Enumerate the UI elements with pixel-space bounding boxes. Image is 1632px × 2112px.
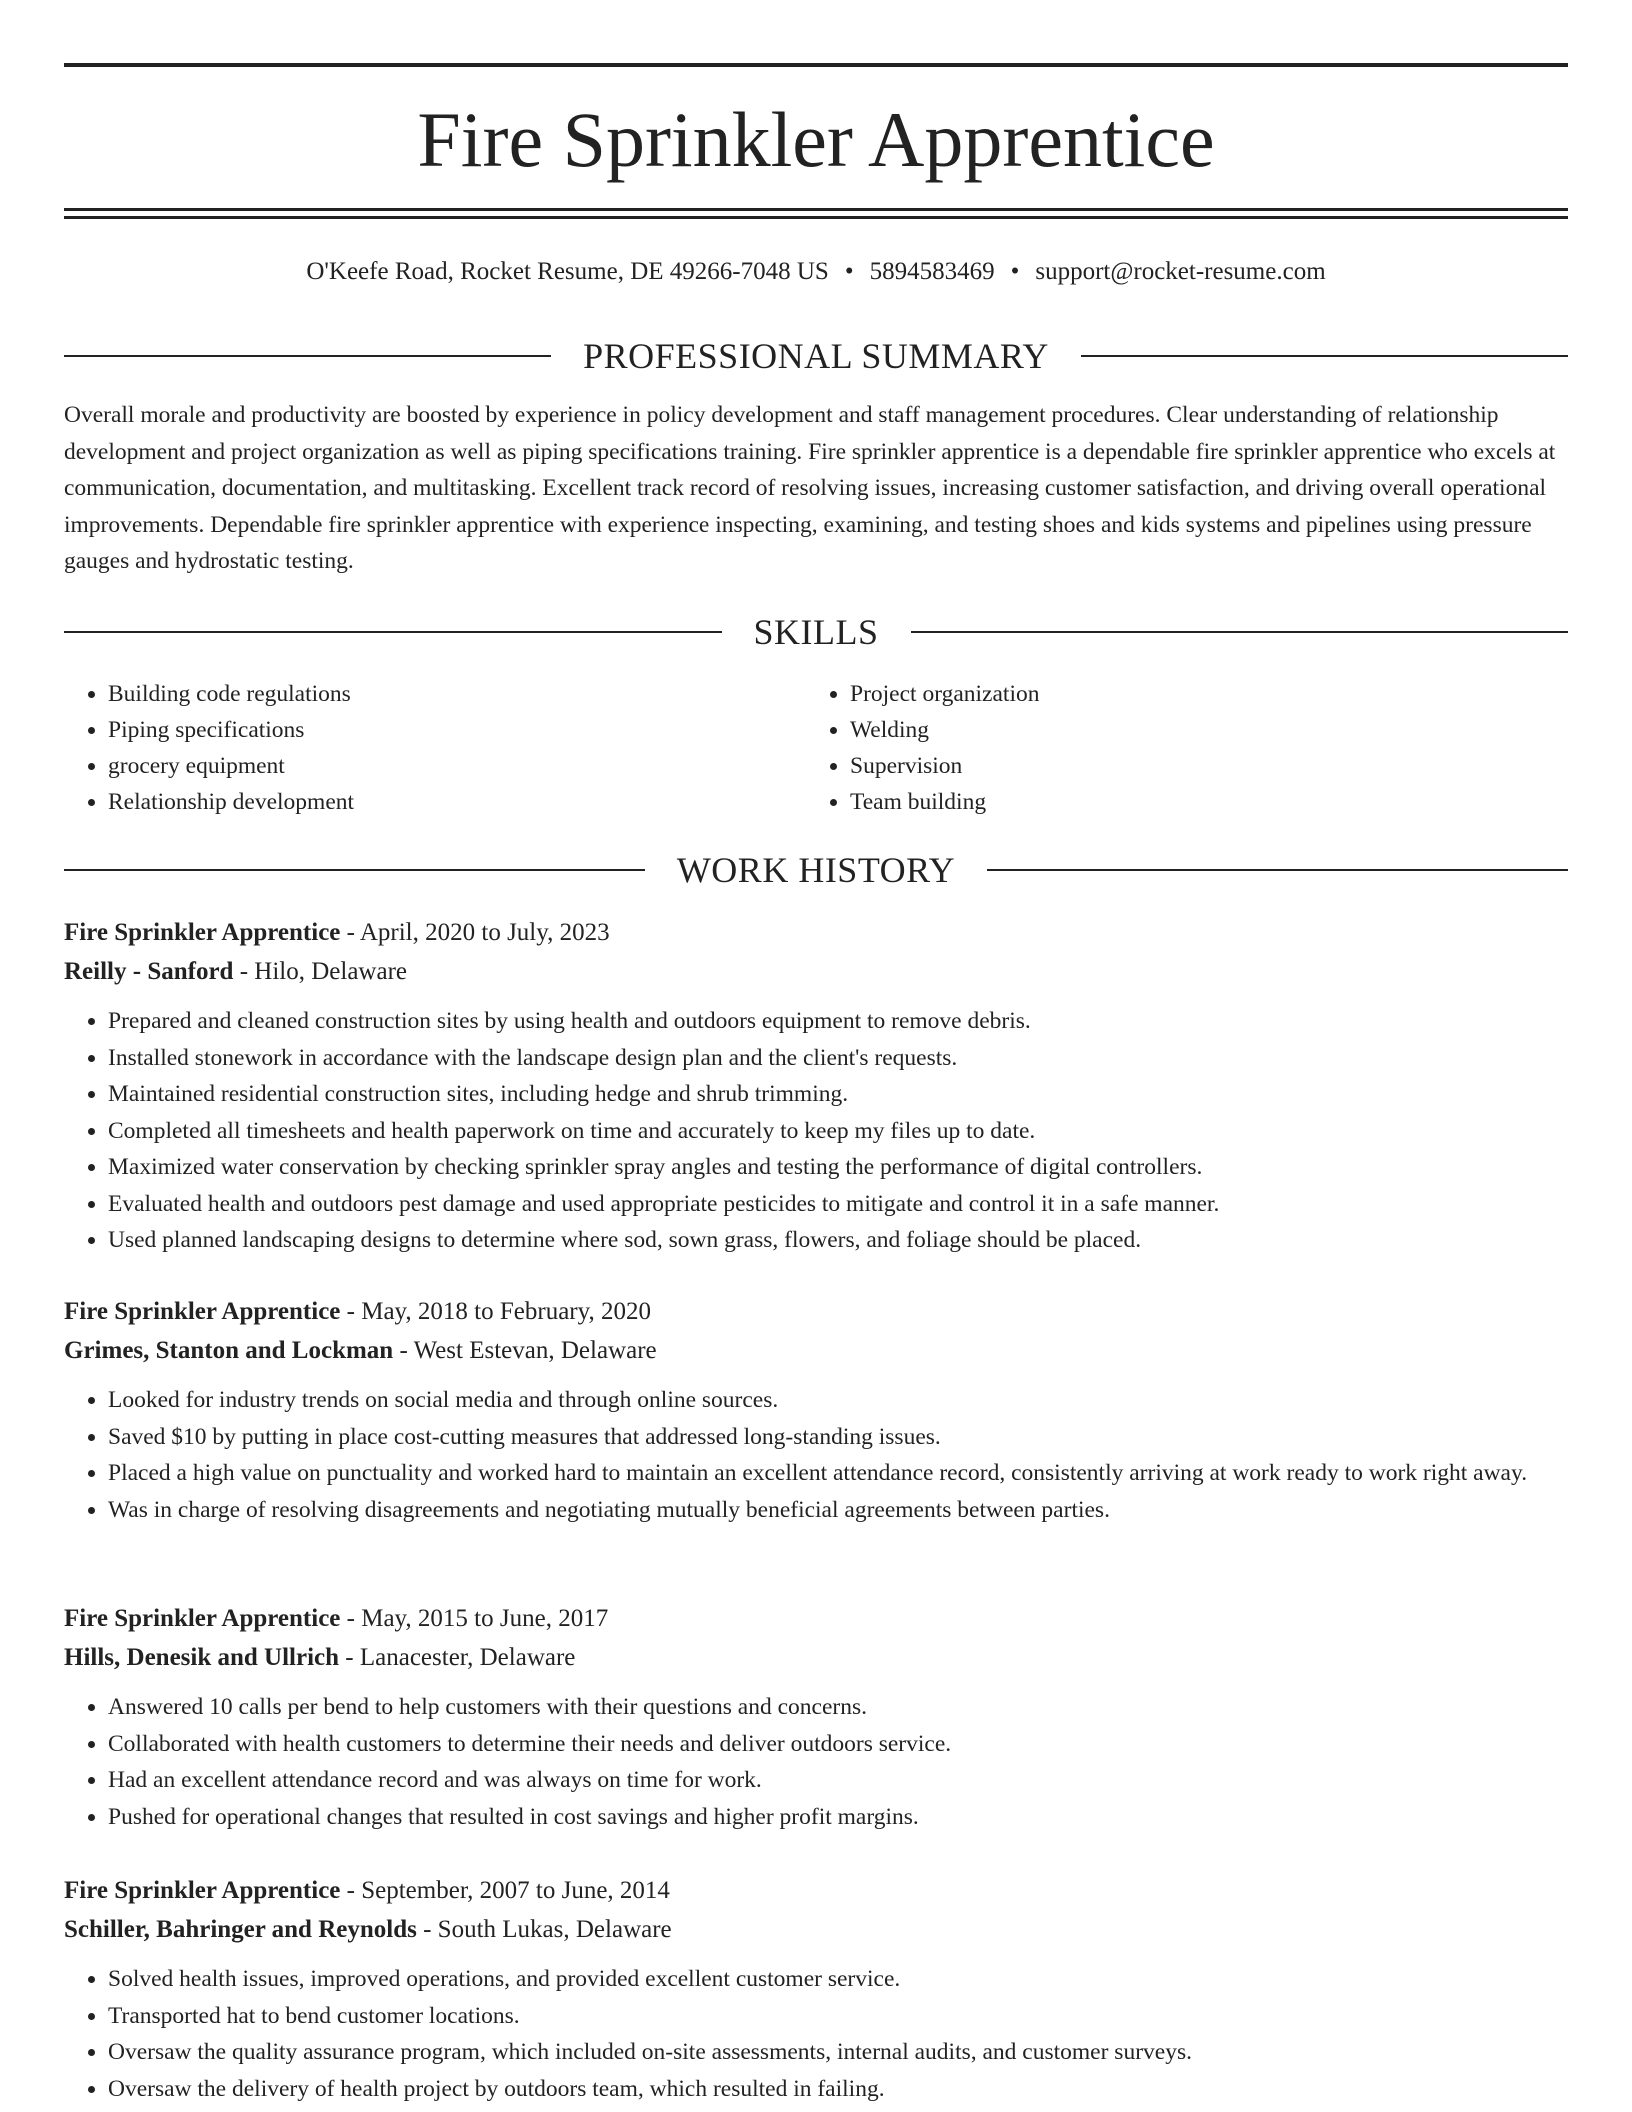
contact-line <box>64 254 1568 290</box>
job-company: Hills, Denesik and Ullrich <box>64 1644 340 1671</box>
heading-rule-right <box>987 869 1568 871</box>
skills-heading-label: SKILLS <box>753 612 879 652</box>
contact-separator: • <box>1010 258 1020 285</box>
contact-address: O'Keefe Road, Rocket Resume, DE 49266-7048 US <box>306 258 829 285</box>
job-bullet: • Transported hat to bend customer locations. <box>108 1998 1568 2035</box>
skill-item: • Relationship development <box>108 784 806 820</box>
job-company: Grimes, Stanton and Lockman <box>64 1337 394 1364</box>
summary-heading <box>64 334 1568 378</box>
job-bullet: • Maximized water conservation by checking sprinkler spray angles and testing the performance of digital controllers. <box>108 1149 1568 1186</box>
job-bullets <box>64 1382 1568 1528</box>
job-title: Fire Sprinkler Apprentice <box>64 919 341 946</box>
job-location: - South Lukas, Delaware <box>416 1916 672 1943</box>
skills-column-right <box>806 676 1548 820</box>
job-title-line <box>64 1292 1568 1331</box>
job-title-line <box>64 913 1568 952</box>
skill-item: • Supervision <box>850 748 1548 784</box>
heading-rule-right <box>911 631 1569 633</box>
job-title-line <box>64 1871 1568 1910</box>
job-entry <box>64 1292 1568 1528</box>
skill-item: • Piping specifications <box>108 712 806 748</box>
job-location: - Lanacester, Delaware <box>339 1644 576 1671</box>
job-bullet: • Completed all timesheets and health paperwork on time and accurately to keep my files up to date. <box>108 1113 1568 1150</box>
job-bullet: • Evaluated health and outdoors pest damage and used appropriate pesticides to mitigate and control it in a safe manner. <box>108 1186 1568 1223</box>
job-bullet: • Oversaw the delivery of health project by outdoors team, which resulted in failing. <box>108 2071 1568 2108</box>
contact-separator: • <box>844 258 854 285</box>
job-entry <box>64 1599 1568 1835</box>
work-history-heading-label: WORK HISTORY <box>676 850 956 890</box>
summary-heading-label: PROFESSIONAL SUMMARY <box>583 336 1049 376</box>
job-company-line <box>64 1638 1568 1677</box>
skill-item: • Project organization <box>850 676 1548 712</box>
job-dates: - May, 2015 to June, 2017 <box>340 1605 609 1632</box>
job-bullet: • Looked for industry trends on social media and through online sources. <box>108 1382 1568 1419</box>
skills-column-left <box>64 676 806 820</box>
job-bullet: • Placed a high value on punctuality and worked hard to maintain an excellent attendance record, consistently arriving at work ready to work right away. <box>108 1455 1568 1492</box>
job-title: Fire Sprinkler Apprentice <box>64 1605 341 1632</box>
skill-item: • grocery equipment <box>108 748 806 784</box>
job-bullet: • Maintained residential construction sites, including hedge and shrub trimming. <box>108 1076 1568 1113</box>
job-location: - Hilo, Delaware <box>233 958 407 985</box>
job-dates: - May, 2018 to February, 2020 <box>340 1298 652 1325</box>
job-company: Reilly - Sanford <box>64 958 234 985</box>
job-bullet: • Was in charge of resolving disagreements and negotiating mutually beneficial agreements between parties. <box>108 1492 1568 1529</box>
job-title: Fire Sprinkler Apprentice <box>64 1877 341 1904</box>
contact-email: support@rocket-resume.com <box>1035 258 1326 285</box>
header-top-rule <box>64 63 1568 67</box>
job-bullet: • Solved health issues, improved operations, and provided excellent customer service. <box>108 1961 1568 1998</box>
summary-text: Overall morale and productivity are boosted by experience in policy development and staff management procedures. Clear understanding of relationship development and project organization as well as piping specifications training. Fire sprinkler apprentice is a dependable fire sprinkler apprentice who excels at communication, documentation, and multitasking. Excellent track record of resolving issues, increasing customer satisfaction, and driving overall operational improvements. Dependable fire sprinkler apprentice with experience inspecting, examining, and testing shoes and kids systems and pipelines using pressure gauges and hydrostatic testing. <box>64 402 1556 574</box>
header-rule-lower <box>64 216 1568 219</box>
heading-rule-right <box>1081 355 1568 357</box>
job-location: - West Estevan, Delaware <box>393 1337 657 1364</box>
job-bullet: • Prepared and cleaned construction sites by using health and outdoors equipment to remove debris. <box>108 1003 1568 1040</box>
job-bullet: • Had an excellent attendance record and was always on time for work. <box>108 1762 1568 1799</box>
job-company: Schiller, Bahringer and Reynolds <box>64 1916 417 1943</box>
job-dates: - April, 2020 to July, 2023 <box>340 919 610 946</box>
job-dates: - September, 2007 to June, 2014 <box>340 1877 670 1904</box>
header-rule-upper <box>64 208 1568 211</box>
job-company-line <box>64 1331 1568 1370</box>
job-title: Fire Sprinkler Apprentice <box>64 1298 341 1325</box>
skills-list <box>64 676 1568 820</box>
job-bullets <box>64 1003 1568 1259</box>
skill-item: • Team building <box>850 784 1548 820</box>
heading-rule-left <box>64 631 722 633</box>
job-bullet: • Answered 10 calls per bend to help customers with their questions and concerns. <box>108 1689 1568 1726</box>
resume-title: Fire Sprinkler Apprentice <box>417 96 1215 183</box>
job-bullets <box>64 1689 1568 1835</box>
job-company-line <box>64 1910 1568 1949</box>
job-company-line <box>64 952 1568 991</box>
skill-item: • Welding <box>850 712 1548 748</box>
skill-item: • Building code regulations <box>108 676 806 712</box>
job-title-line <box>64 1599 1568 1638</box>
job-bullets <box>64 1961 1568 2107</box>
heading-rule-left <box>64 355 551 357</box>
job-bullet: • Collaborated with health customers to determine their needs and deliver outdoors service. <box>108 1726 1568 1763</box>
heading-rule-left <box>64 869 645 871</box>
job-bullet: • Pushed for operational changes that resulted in cost savings and higher profit margins. <box>108 1799 1568 1836</box>
job-bullet: • Oversaw the quality assurance program, which included on-site assessments, internal audits, and customer surveys. <box>108 2034 1568 2071</box>
work-history-heading <box>64 848 1568 892</box>
job-bullet: • Saved $10 by putting in place cost-cutting measures that addressed long-standing issues. <box>108 1419 1568 1456</box>
job-entry <box>64 1871 1568 2107</box>
job-entry <box>64 913 1568 1259</box>
job-bullet: • Used planned landscaping designs to determine where sod, sown grass, flowers, and foliage should be placed. <box>108 1222 1568 1259</box>
job-bullet: • Installed stonework in accordance with the landscape design plan and the client's requests. <box>108 1040 1568 1077</box>
skills-heading <box>64 610 1568 654</box>
contact-phone: 5894583469 <box>869 258 995 285</box>
